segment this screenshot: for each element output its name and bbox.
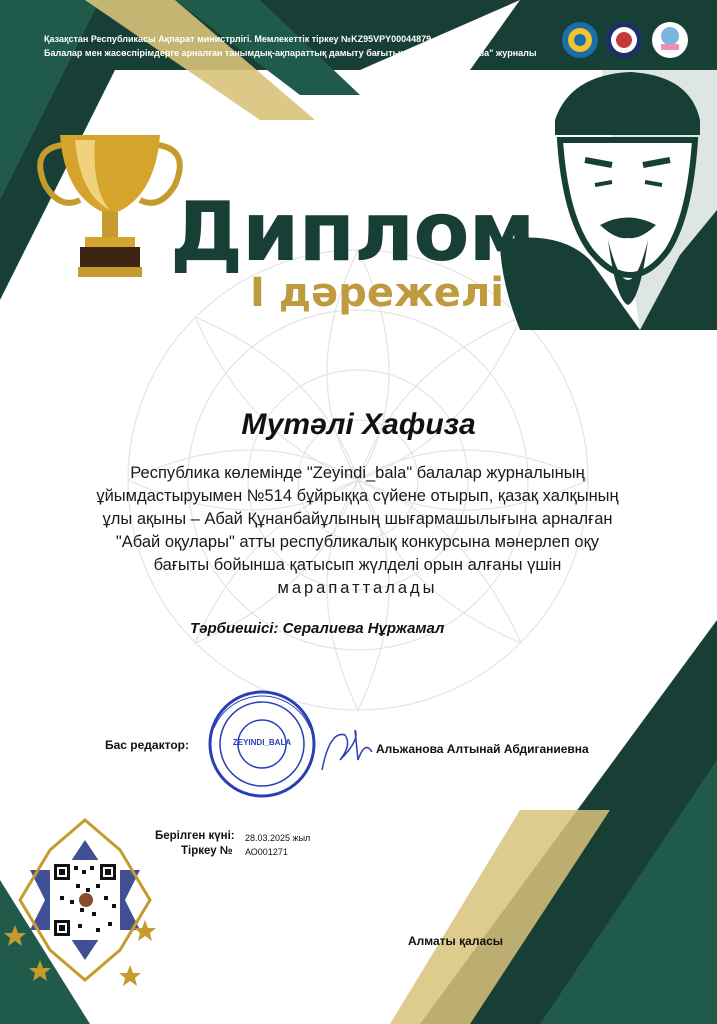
registration-number: АО001271 — [245, 847, 288, 857]
award-text-last: марапатталады — [277, 579, 438, 597]
logo-zeyindi-bala-icon — [652, 22, 688, 58]
award-text-line: ұйымдастыруымен №514 бұйрыққа сүйене отырып, қазақ халқының — [96, 487, 619, 505]
award-text-line: Республика көлемінде "Zeyindi_bala" балалар журналының — [130, 464, 585, 482]
stamp-center-text: ZEYINDI_BALA — [232, 738, 292, 747]
award-text-line: ұлы ақыны – Абай Құнанбайұлының шығармашылығына арналған — [102, 510, 613, 528]
recipient-name: Мутәлі Хафиза — [241, 408, 476, 441]
teacher-line — [190, 620, 444, 637]
teacher-name: Сералиева Нұржамал — [282, 620, 445, 637]
diploma-title: Диплом — [170, 185, 535, 280]
header-journal-line: Балалар мен жасөспірімдерге арналған танымдық-ақпараттық дамыту бағытындағы "Zeyindi_bala" журналы — [44, 48, 537, 58]
issued-date: 28.03.2025 жыл — [245, 833, 311, 843]
logo-press-icon — [606, 22, 642, 58]
signature-icon — [322, 730, 372, 770]
award-text — [80, 462, 635, 600]
header-registration-line: Қазақстан Республикасы Ақпарат министрлігі. Мемлекеттік тіркеу №KZ95VPY00044879 — [44, 34, 432, 44]
award-text-line: "Абай оқулары" атты республикалық конкурсына мәнерлеп оқу — [115, 533, 600, 551]
issued-label: Берілген күні: — [155, 830, 235, 842]
city-label: Алматы қаласы — [408, 934, 504, 948]
logo-ministry-icon — [562, 22, 598, 58]
editor-label: Бас редактор: — [105, 738, 189, 752]
teacher-label: Тәрбиешісі: — [190, 620, 279, 637]
editor-name: Альжанова Алтынай Абдиганиевна — [376, 742, 589, 756]
registration-label: Тіркеу № — [181, 845, 233, 857]
diploma-degree: І дәрежелі — [250, 270, 504, 316]
award-text-line: бағыты бойынша қатысып жүлделі орын алғаны үшін — [153, 556, 562, 574]
